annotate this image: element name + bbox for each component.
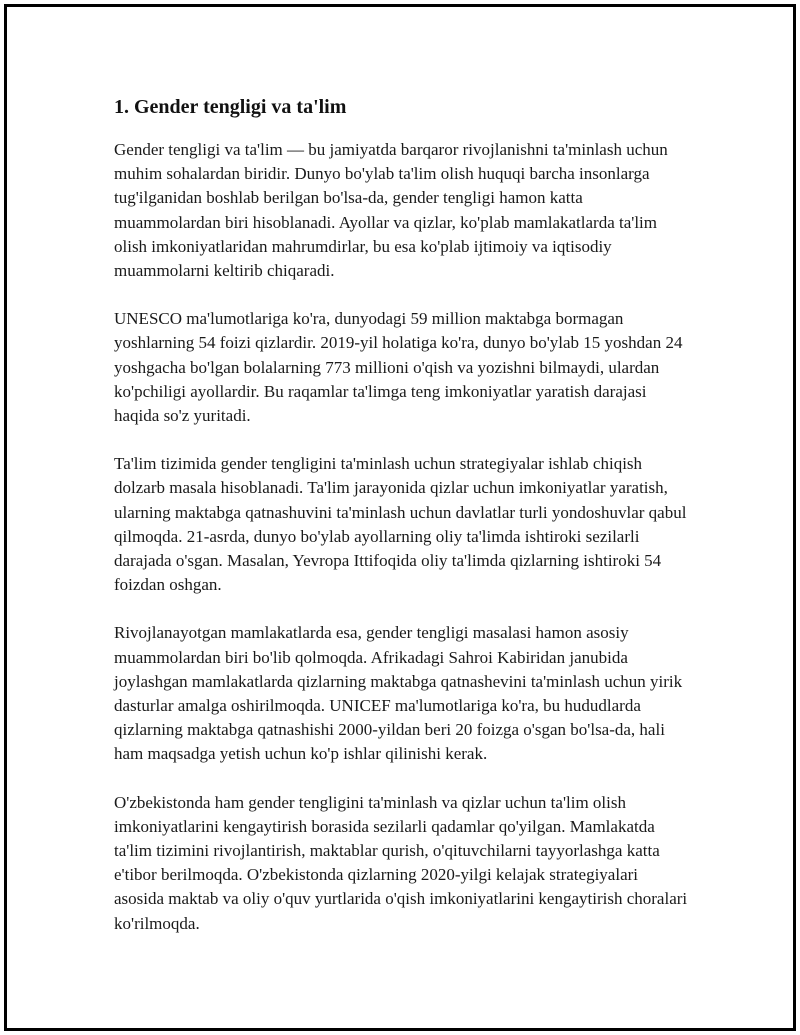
document-content	[114, 92, 690, 960]
paragraph-introduction: Gender tengligi va ta'lim — bu jamiyatda barqaror rivojlanishni ta'minlash uchun muhim sohalardan biridir. Dunyo bo'ylab ta'lim olish huquqi barcha insonlarga tug'ilganidan boshlab berilgan bo'lsa-da, gender tengligi hamon katta muammolardan biri hisoblanadi. Ayollar va qizlar, ko'plab mamlakatlarda ta'lim olish imkoniyatlaridan mahrumdirlar, bu esa ko'plab ijtimoiy va iqtisodiy muammolarni keltirib chiqaradi.	[114, 140, 668, 281]
section-title: 1. Gender tengligi va ta'lim	[114, 96, 347, 118]
paragraph-education-strategies: Ta'lim tizimida gender tengligini ta'minlash uchun strategiyalar ishlab chiqish dolzarb masala hisoblanadi. Ta'lim jarayonida qizlar uchun imkoniyatlar yaratish, ularning maktabga qatnashuvini ta'minlash uchun davlatlar turli yondoshuvlar qabul qilmoqda. 21-asrda, dunyo bo'ylab ayollarning oliy ta'limda ishtiroki sezilarli darajada o'sgan. Masalan, Yevropa Ittifoqida oliy ta'limda qizlarning ishtiroki 54 foizdan oshgan.	[114, 454, 687, 595]
paragraph-developing-countries: Rivojlanayotgan mamlakatlarda esa, gender tengligi masalasi hamon asosiy muammolardan biri bo'lib qolmoqda. Afrikadagi Sahroi Kabiridan janubida joylashgan mamlakatlarda qizlarning maktabga qatnashevini ta'minlash uchun yirik dasturlar amalga oshirilmoqda. UNICEF ma'lumotlariga ko'ra, bu hududlarda qizlarning maktabga qatnashishi 2000-yildan beri 20 foizga o'sgan bo'lsa-da, hali ham maqsadga yetish uchun ko'p ishlar qilinishi kerak.	[114, 623, 683, 764]
paragraph-unesco-statistics: UNESCO ma'lumotlariga ko'ra, dunyodagi 59 million maktabga bormagan yoshlarning 54 foizi qizlardir. 2019-yil holatiga ko'ra, dunyo bo'ylab 15 yoshdan 24 yoshgacha bo'lgan bolalarning 773 millioni o'qish va yozishni bilmaydi, ulardan ko'pchiligi ayollardir. Bu raqamlar ta'limga teng imkoniyatlar yaratish darajasi haqida so'z yuritadi.	[114, 309, 683, 426]
paragraph-uzbekistan: O'zbekistonda ham gender tengligini ta'minlash va qizlar uchun ta'lim olish imkoniyatlarini kengaytirish borasida sezilarli qadamlar qo'yilgan. Mamlakatda ta'lim tizimini rivojlantirish, maktablar qurish, o'qituvchilarni tayyorlashga katta e'tibor berilmoqda. O'zbekistonda qizlarning 2020-yilgi kelajak strategiyalari asosida maktab va oliy o'quv yurtlarida o'qish imkoniyatlarini kengaytirish choralari ko'rilmoqda.	[114, 792, 688, 933]
